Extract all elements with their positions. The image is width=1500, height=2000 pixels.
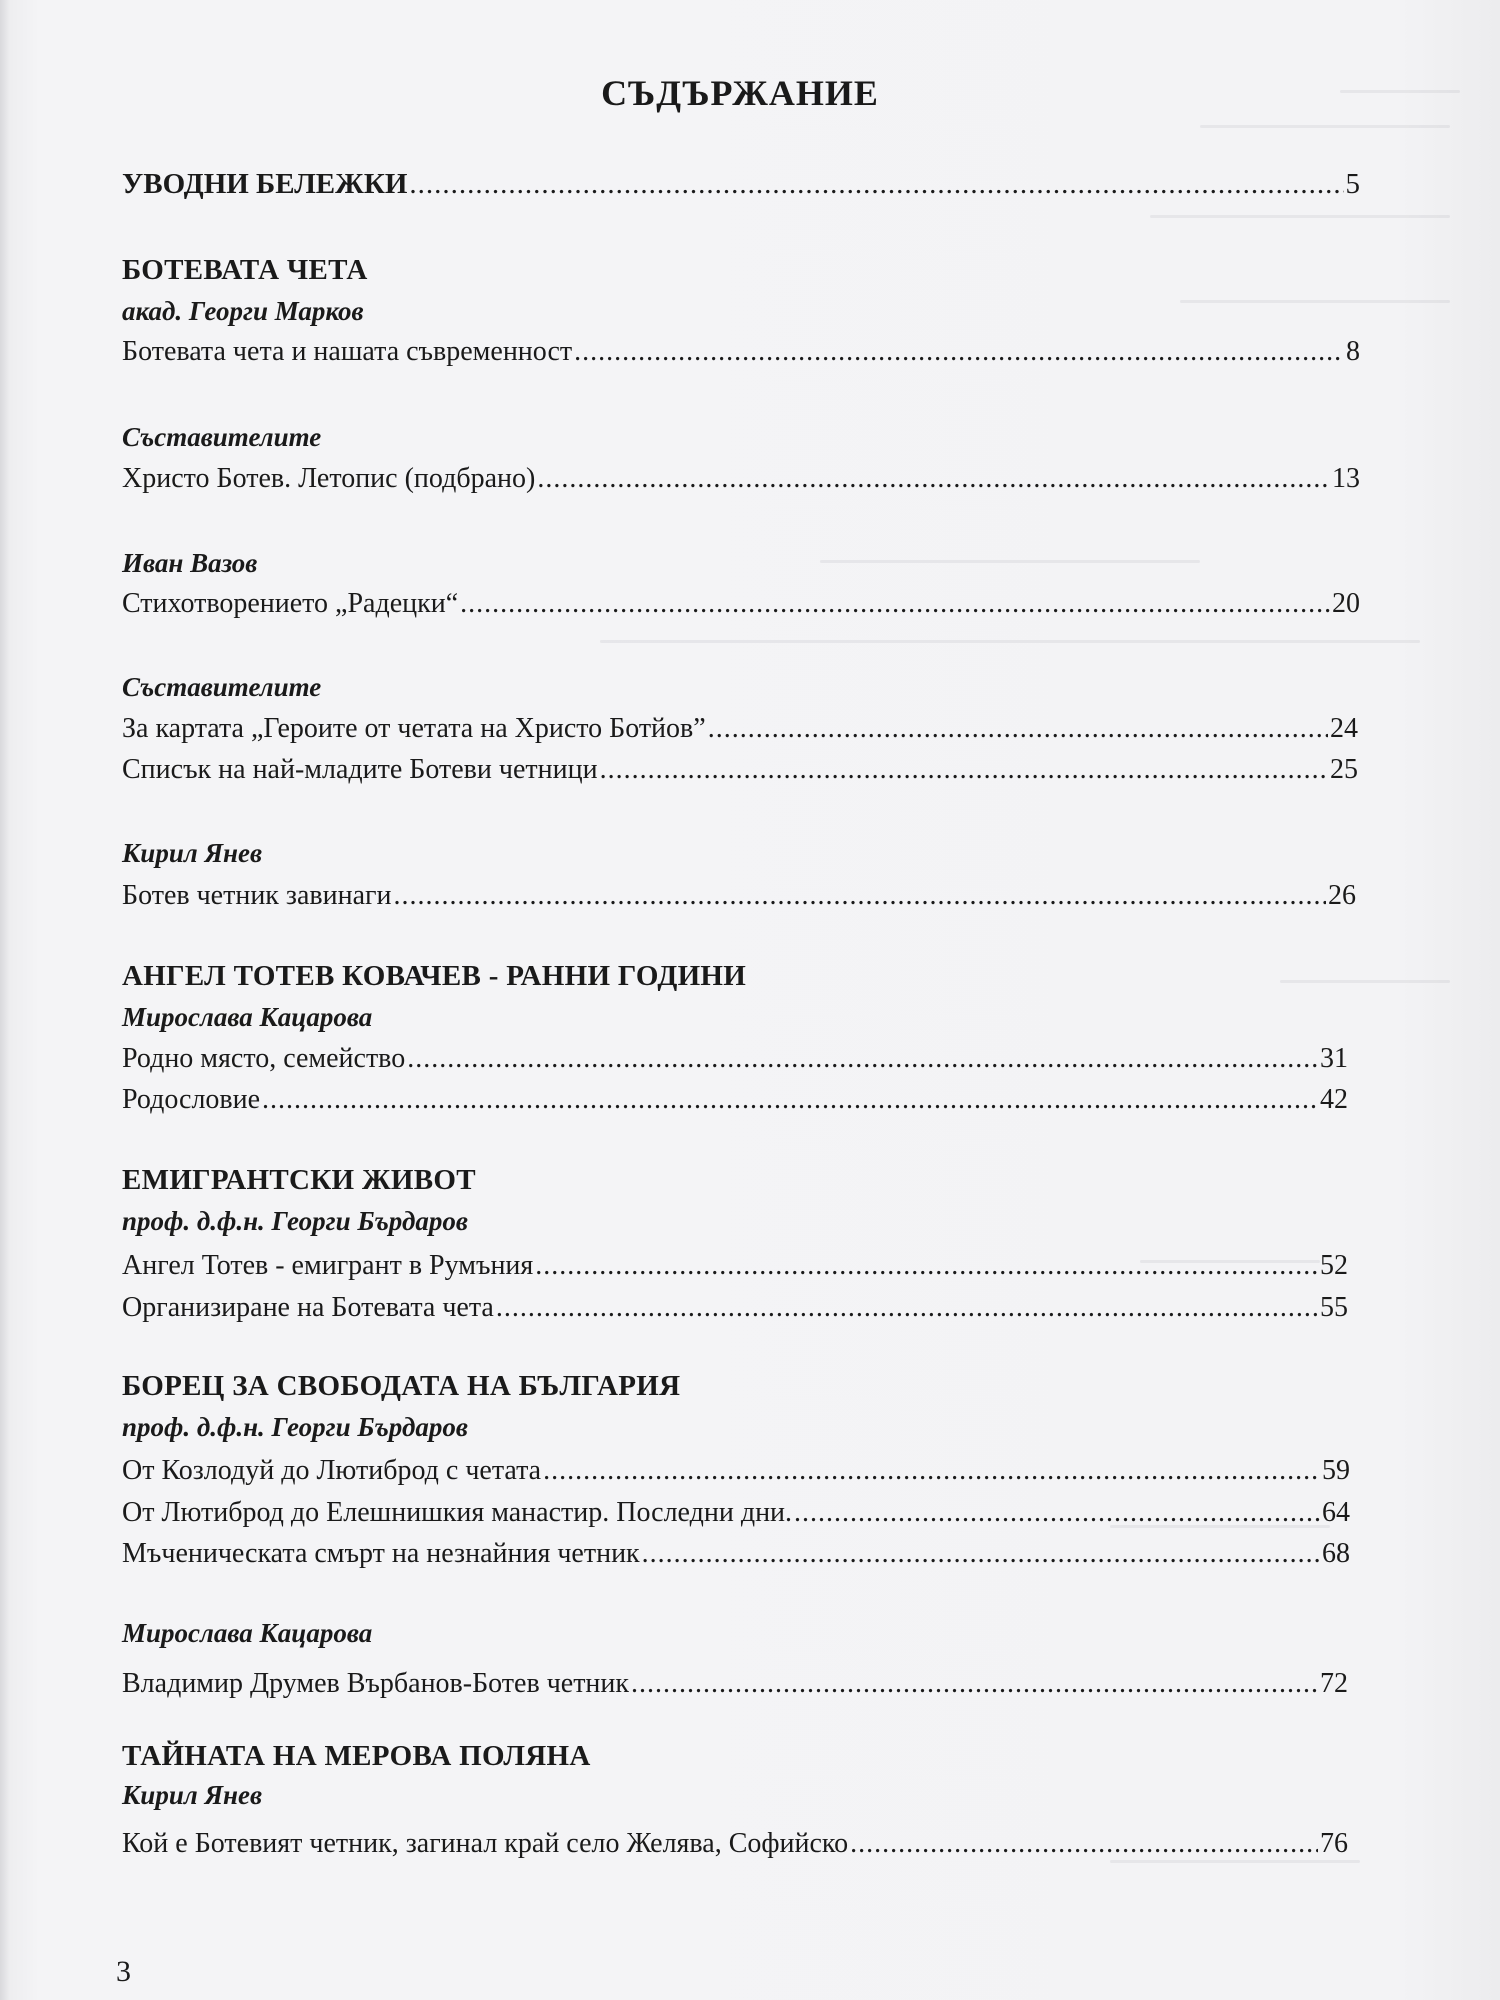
author-name: проф. д.ф.н. Георги Бърдаров bbox=[122, 1412, 468, 1442]
leader-dots bbox=[460, 588, 1330, 620]
toc-entry bbox=[122, 1668, 1348, 1700]
section-heading: ТАЙНАТА НА МЕРОВА ПОЛЯНА bbox=[122, 1740, 591, 1772]
toc-page-number: 5 bbox=[1345, 168, 1360, 200]
leader-dots bbox=[262, 1084, 1318, 1116]
author-name: акад. Георги Марков bbox=[122, 296, 364, 326]
leader-dots bbox=[850, 1828, 1318, 1860]
toc-entry bbox=[122, 880, 1356, 912]
toc-page-number: 31 bbox=[1320, 1043, 1348, 1074]
leader-dots bbox=[409, 168, 1343, 201]
leader-dots bbox=[642, 1538, 1320, 1570]
leader-dots bbox=[394, 880, 1327, 912]
toc-entry bbox=[122, 1084, 1348, 1116]
author-name: проф. д.ф.н. Георги Бърдаров bbox=[122, 1206, 468, 1236]
leader-dots bbox=[535, 1250, 1318, 1282]
toc-entry-title: От Лютиброд до Елешнишкия манастир. Последни дни. bbox=[122, 1497, 793, 1528]
leader-dots bbox=[496, 1292, 1318, 1324]
toc-entry bbox=[122, 336, 1360, 368]
section-heading: БОТЕВАТА ЧЕТА bbox=[122, 254, 368, 286]
toc-page-number: 52 bbox=[1320, 1250, 1348, 1281]
toc-entry bbox=[122, 1455, 1350, 1487]
toc-intro-row bbox=[122, 168, 1360, 201]
leader-dots bbox=[794, 1497, 1320, 1529]
toc-entry-title: Ангел Тотев - емигрант в Румъния bbox=[122, 1250, 534, 1281]
author-name: Иван Вазов bbox=[122, 548, 258, 578]
toc-entry-title: Родно място, семейство bbox=[122, 1043, 406, 1074]
toc-page-number: 59 bbox=[1322, 1455, 1350, 1486]
author-name: Съставителите bbox=[122, 672, 322, 702]
toc-intro-label: УВОДНИ БЕЛЕЖКИ bbox=[122, 168, 408, 200]
toc-page-number: 64 bbox=[1322, 1497, 1350, 1528]
toc-page-number: 13 bbox=[1332, 463, 1360, 494]
toc-page-number: 24 bbox=[1330, 713, 1358, 744]
toc-entry bbox=[122, 1250, 1348, 1282]
page-number: 3 bbox=[116, 1955, 131, 1988]
toc-entry bbox=[122, 754, 1358, 786]
leader-dots bbox=[543, 1455, 1320, 1487]
toc-page-number: 26 bbox=[1328, 880, 1356, 911]
leader-dots bbox=[631, 1668, 1318, 1700]
toc-entry bbox=[122, 1497, 1350, 1529]
toc-entry-title: Стихотворението „Радецки“ bbox=[122, 588, 459, 619]
toc-entry-title: Кой е Ботевият четник, загинал край село Желява, Софийско bbox=[122, 1828, 849, 1859]
toc-page-number: 76 bbox=[1320, 1828, 1348, 1859]
toc-entry bbox=[122, 588, 1360, 620]
toc-entry-title: Ботев четник завинаги bbox=[122, 880, 392, 911]
leader-dots bbox=[574, 336, 1344, 368]
toc-entry bbox=[122, 713, 1358, 745]
toc-page-number: 20 bbox=[1332, 588, 1360, 619]
toc-entry-title: Христо Ботев. Летопис (подбрано) bbox=[122, 463, 536, 494]
toc-entry-title: От Козлодуй до Лютиброд с четата bbox=[122, 1455, 542, 1486]
toc-page-number: 72 bbox=[1320, 1668, 1348, 1699]
toc-page-number: 8 bbox=[1346, 336, 1360, 367]
toc-entry bbox=[122, 1828, 1348, 1860]
toc-page-number: 42 bbox=[1320, 1084, 1348, 1115]
author-name: Мирослава Кацарова bbox=[122, 1002, 373, 1032]
section-heading: БОРЕЦ ЗА СВОБОДАТА НА БЪЛГАРИЯ bbox=[122, 1370, 681, 1402]
leader-dots bbox=[537, 463, 1330, 495]
toc-entry-title: Ботевата чета и нашата съвременност bbox=[122, 336, 573, 367]
toc-entry-title: Владимир Друмев Върбанов-Ботев четник bbox=[122, 1668, 630, 1699]
section-heading: ЕМИГРАНТСКИ ЖИВОТ bbox=[122, 1164, 476, 1196]
toc-page-number: 25 bbox=[1330, 754, 1358, 785]
leader-dots bbox=[407, 1043, 1318, 1075]
author-name: Кирил Янев bbox=[122, 838, 263, 868]
toc-entry-title: За картата „Героите от четата на Христо Ботйов” bbox=[122, 713, 706, 744]
section-heading: АНГЕЛ ТОТЕВ КОВАЧЕВ - РАННИ ГОДИНИ bbox=[122, 960, 747, 992]
page-title: СЪДЪРЖАНИЕ bbox=[601, 73, 879, 113]
toc-entry bbox=[122, 1043, 1348, 1075]
toc-entry bbox=[122, 463, 1360, 495]
author-name: Кирил Янев bbox=[122, 1780, 263, 1810]
toc-page-number: 68 bbox=[1322, 1538, 1350, 1569]
toc-page-number: 55 bbox=[1320, 1292, 1348, 1323]
author-name: Съставителите bbox=[122, 422, 322, 452]
toc-entry bbox=[122, 1538, 1350, 1570]
toc-entry-title: Мъченическата смърт на незнайния четник bbox=[122, 1538, 640, 1569]
leader-dots bbox=[708, 713, 1328, 745]
toc-entry bbox=[122, 1292, 1348, 1324]
toc-entry-title: Организиране на Ботевата чета bbox=[122, 1292, 494, 1323]
toc-entry-title: Списък на най-младите Ботеви четници bbox=[122, 754, 598, 785]
toc-entry-title: Родословие bbox=[122, 1084, 261, 1115]
author-name: Мирослава Кацарова bbox=[122, 1618, 373, 1648]
leader-dots bbox=[600, 754, 1328, 786]
